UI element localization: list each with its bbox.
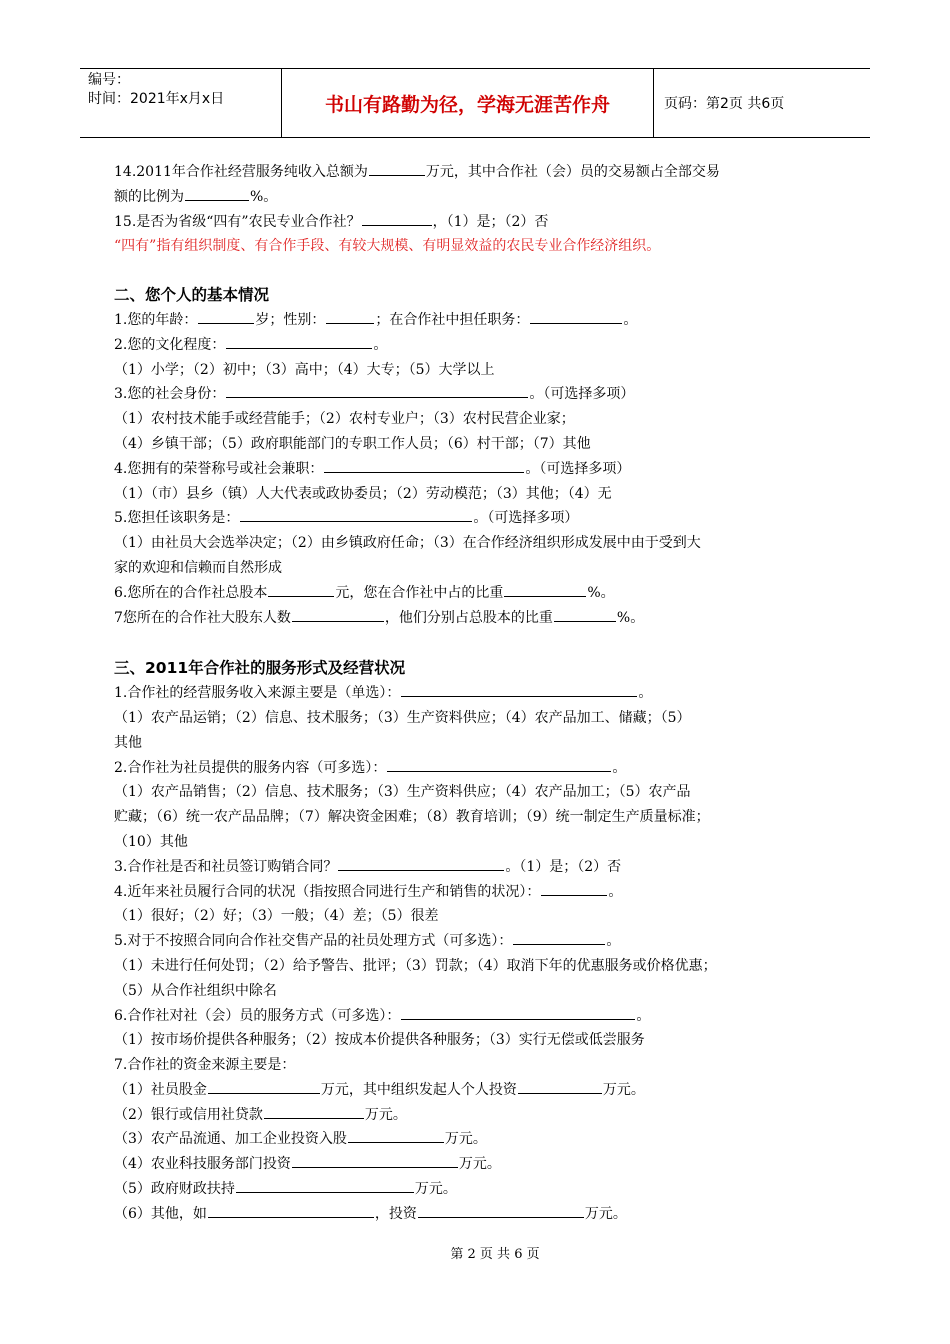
s2-question-1: 1.您的年龄： 岁；性别： ；在合作社中担任职务： 。	[114, 308, 854, 333]
s3-question-2-options-1: （1）农产品销售；（2）信息、技术服务；（3）生产资料供应；（4）农产品加工；（5）农产品	[114, 784, 691, 801]
s2-question-3: 3.您的社会身份： 。（可选择多项）	[114, 382, 854, 407]
s3-question-4-options: （1）很好；（2）好；（3）一般；（4）差；（5）很差	[114, 908, 439, 925]
member-shares-blank[interactable]	[208, 1078, 320, 1094]
major-share-ratio-blank[interactable]	[554, 606, 616, 622]
appointment-blank[interactable]	[240, 506, 472, 522]
s2-question-7: 7您所在的合作社大股东人数 ，他们分别占总股本的比重 %。	[114, 606, 854, 631]
document-body	[114, 160, 854, 1227]
s3-question-5-options-2: （5）从合作社组织中除名	[114, 982, 277, 999]
s3-question-6: 6.合作社对社（会）员的服务方式（可多选）： 。	[114, 1004, 854, 1029]
s3-question-1-options-2: 其他	[114, 734, 142, 751]
s3-question-2: 2.合作社为社员提供的服务内容（可多选）： 。	[114, 756, 854, 781]
document-date: 时间：2021年x月x日	[88, 91, 225, 107]
s2-question-5-options-2: 家的欢迎和信赖而自然形成	[114, 559, 282, 576]
page-header	[80, 68, 870, 138]
s3-question-7: 7.合作社的资金来源主要是：	[114, 1057, 296, 1074]
funding-item-5: （5）政府财政扶持 万元。	[114, 1177, 854, 1202]
s3-question-3: 3.合作社是否和社员签订购销合同？ 。（1）是；（2）否	[114, 855, 854, 880]
funding-item-6: （6）其他，如 ，投资 万元。	[114, 1202, 854, 1227]
education-blank[interactable]	[226, 333, 372, 349]
s3-question-5-options-1: （1）未进行任何处罚；（2）给予警告、批评；（3）罚款；（4）取消下年的优惠服务或价格优惠；	[114, 957, 717, 974]
service-content-blank[interactable]	[387, 756, 611, 772]
income-source-blank[interactable]	[401, 681, 637, 697]
share-ratio-blank[interactable]	[504, 581, 586, 597]
s2-question-2-options: （1）小学；（2）初中；（3）高中；（4）大专；（5）大学以上	[114, 361, 495, 378]
other-source-blank[interactable]	[208, 1202, 374, 1218]
s2-question-2: 2.您的文化程度： 。	[114, 333, 854, 358]
four-have-note: “四有”指有组织制度、有合作手段、有较大规模、有明显效益的农民专业合作经济组织。	[114, 238, 661, 255]
gender-blank[interactable]	[326, 308, 374, 324]
s3-question-6-options: （1）按市场价提供各种服务；（2）按成本价提供各种服务；（3）实行无偿或低尝服务	[114, 1032, 645, 1049]
s3-question-1-options-1: （1）农产品运销；（2）信息、技术服务；（3）生产资料供应；（4）农产品加工、储藏；（5）	[114, 709, 691, 726]
funding-item-4: （4）农业科技服务部门投资 万元。	[114, 1152, 854, 1177]
s2-question-3-options-1: （1）农村技术能手或经营能手；（2）农村专业户；（3）农村民营企业家；	[114, 411, 575, 428]
s2-question-4-options: （1）（市）县乡（镇）人大代表或政协委员；（2）劳动模范；（3）其他；（4）无	[114, 485, 612, 502]
s2-question-3-options-2: （4）乡镇干部；（5）政府职能部门的专职工作人员；（6）村干部；（7）其他	[114, 435, 591, 452]
other-investment-blank[interactable]	[418, 1202, 584, 1218]
total-capital-blank[interactable]	[268, 581, 334, 597]
section-3-title: 三、2011年合作社的服务形式及经营状况	[114, 659, 406, 678]
section-2-title: 二、您个人的基本情况	[114, 286, 270, 305]
s2-question-5: 5.您担任该职务是： 。（可选择多项）	[114, 506, 854, 531]
violation-handling-blank[interactable]	[513, 929, 605, 945]
service-method-blank[interactable]	[401, 1004, 635, 1020]
question-14-line1: 14.2011年合作社经营服务纯收入总额为 万元，其中合作社（会）员的交易额占全部交易	[114, 160, 854, 185]
government-support-blank[interactable]	[236, 1177, 414, 1193]
funding-item-1: （1）社员股金 万元，其中组织发起人个人投资 万元。	[114, 1078, 854, 1103]
s2-question-4: 4.您拥有的荣誉称号或社会兼职： 。（可选择多项）	[114, 457, 854, 482]
founder-investment-blank[interactable]	[518, 1078, 602, 1094]
s2-question-5-options-1: （1）由社员大会选举决定；（2）由乡镇政府任命；（3）在合作经济组织形成发展中由于受到大	[114, 535, 701, 552]
major-shareholders-blank[interactable]	[292, 606, 384, 622]
tech-dept-investment-blank[interactable]	[292, 1152, 458, 1168]
trade-ratio-blank[interactable]	[185, 185, 249, 201]
s3-question-2-options-3: （10）其他	[114, 833, 188, 850]
income-total-blank[interactable]	[369, 160, 425, 176]
s3-question-2-options-2: 贮藏；（6）统一农产品品牌；（7）解决资金困难；（8）教育培训；（9）统一制定生产质量标准；	[114, 809, 710, 826]
page-footer: 第 2 页 共 6 页	[450, 1247, 540, 1262]
contract-performance-blank[interactable]	[541, 880, 607, 896]
header-left-cell	[80, 69, 282, 137]
funding-item-2: （2）银行或信用社贷款 万元。	[114, 1103, 854, 1128]
document-number-label: 编号：	[88, 72, 130, 88]
header-motto: 书山有路勤为径，学海无涯苦作舟	[282, 69, 654, 137]
four-have-blank[interactable]	[362, 210, 432, 226]
s3-question-4: 4.近年来社员履行合同的状况（指按照合同进行生产和销售的状况）： 。	[114, 880, 854, 905]
s3-question-1: 1.合作社的经营服务收入来源主要是（单选）： 。	[114, 681, 854, 706]
question-14-line2: 额的比例为 %。	[114, 185, 854, 210]
funding-item-3: （3）农产品流通、加工企业投资入股 万元。	[114, 1127, 854, 1152]
honor-title-blank[interactable]	[324, 457, 524, 473]
age-blank[interactable]	[198, 308, 254, 324]
enterprise-investment-blank[interactable]	[348, 1127, 444, 1143]
contract-signed-blank[interactable]	[338, 855, 504, 871]
s2-question-6: 6.您所在的合作社总股本 元，您在合作社中占的比重 %。	[114, 581, 854, 606]
question-15: 15.是否为省级“四有”农民专业合作社？ ，（1）是；（2）否	[114, 210, 854, 235]
bank-loan-blank[interactable]	[264, 1103, 364, 1119]
position-blank[interactable]	[530, 308, 622, 324]
social-identity-blank[interactable]	[226, 382, 528, 398]
header-page-code: 页码：第2页 共6页	[664, 96, 785, 112]
s3-question-5: 5.对于不按照合同向合作社交售产品的社员处理方式（可多选）： 。	[114, 929, 854, 954]
